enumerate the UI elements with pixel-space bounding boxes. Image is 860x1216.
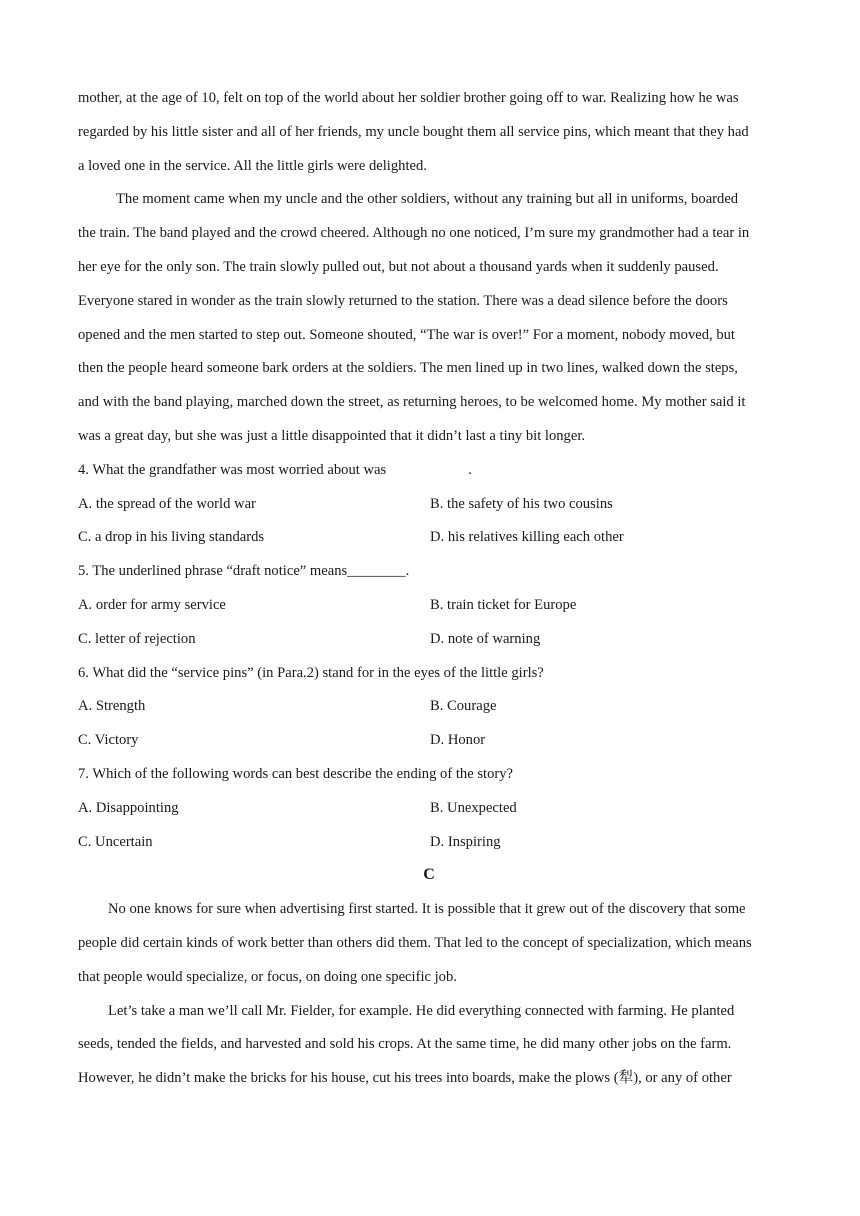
question-stem: 4. What the grandfather was most worried about was . — [78, 461, 472, 478]
question-stem: 5. The underlined phrase “draft notice” means________. — [78, 563, 410, 580]
passage-line: mother, at the age of 10, felt on top of the world about her soldier brother going off to war. Realizing how he was — [78, 90, 739, 106]
option-c: C. Victory — [78, 732, 139, 749]
question-6 — [78, 660, 780, 761]
passage-line: and with the band playing, marched down the street, as returning heroes, to be welcomed home. My mother said it — [78, 394, 746, 411]
option-d: D. note of warning — [430, 630, 541, 647]
passage-line: that people would specialize, or focus, on doing one specific job. — [78, 968, 457, 985]
passage-line: was a great day, but she was just a little disappointed that it didn’t last a tiny bit longer. — [78, 427, 586, 444]
option-c: C. a drop in his living standards — [78, 529, 265, 546]
options-row — [78, 829, 780, 863]
question-4 — [78, 457, 780, 558]
option-b: B. the safety of his two cousins — [430, 495, 613, 512]
passage-c-text — [78, 896, 780, 1099]
passage-line: regarded by his little sister and all of her friends, my uncle bought them all service pins, which meant that they had — [78, 123, 749, 140]
passage-line: then the people heard someone bark orders at the soldiers. The men lined up in two lines, walked down the steps, — [78, 360, 738, 377]
passage-line: No one knows for sure when advertising first started. It is possible that it grew out of the discovery that some — [108, 901, 746, 918]
passage-line: the train. The band played and the crowd cheered. Although no one noticed, I’m sure my grandmother had a tear in — [78, 225, 750, 242]
option-d: D. Honor — [430, 732, 486, 749]
option-a: A. order for army service — [78, 596, 226, 613]
options-row — [78, 727, 780, 761]
passage-line: opened and the men started to step out. Someone shouted, “The war is over!” For a moment, nobody moved, but — [78, 326, 735, 343]
passage-line: The moment came when my uncle and the other soldiers, without any training but all in uniforms, boarded — [116, 191, 739, 208]
passage-line: However, he didn’t make the bricks for his house, cut his trees into boards, make the plows (犁), or any of other — [78, 1070, 732, 1087]
question-5 — [78, 558, 780, 659]
options-row — [78, 592, 780, 626]
option-a: A. Strength — [78, 698, 146, 715]
options-row — [78, 524, 780, 558]
passage-line: Everyone stared in wonder as the train slowly returned to the station. There was a dead silence before the doors — [78, 292, 728, 309]
option-b: B. Courage — [430, 698, 497, 715]
options-row — [78, 626, 780, 660]
document-page — [78, 85, 780, 1099]
options-row — [78, 491, 780, 525]
option-d: D. his relatives killing each other — [430, 529, 624, 546]
passage-line: seeds, tended the fields, and harvested and sold his crops. At the same time, he did many other jobs on the farm. — [78, 1036, 732, 1053]
passage-line: Let’s take a man we’ll call Mr. Fielder, for example. He did everything connected with farming. He planted — [108, 1002, 735, 1019]
options-row — [78, 693, 780, 727]
passage-line: people did certain kinds of work better than others did them. That led to the concept of specialization, which means — [78, 934, 752, 951]
option-a: A. Disappointing — [78, 799, 179, 816]
option-c: C. Uncertain — [78, 833, 153, 850]
option-d: D. Inspiring — [430, 833, 501, 850]
question-7 — [78, 761, 780, 862]
options-row — [78, 795, 780, 829]
question-stem: 6. What did the “service pins” (in Para.2) stand for in the eyes of the little girls? — [78, 664, 544, 681]
passage-line: a loved one in the service. All the little girls were delighted. — [78, 157, 427, 174]
option-b: B. train ticket for Europe — [430, 596, 577, 613]
option-a: A. the spread of the world war — [78, 495, 256, 512]
option-b: B. Unexpected — [430, 799, 517, 816]
question-stem: 7. Which of the following words can best describe the ending of the story? — [78, 765, 513, 782]
passage-line: her eye for the only son. The train slowly pulled out, but not about a thousand yards when it suddenly paused. — [78, 258, 719, 275]
section-title: C — [423, 866, 435, 884]
option-c: C. letter of rejection — [78, 630, 196, 647]
passage-b-text — [78, 85, 780, 457]
